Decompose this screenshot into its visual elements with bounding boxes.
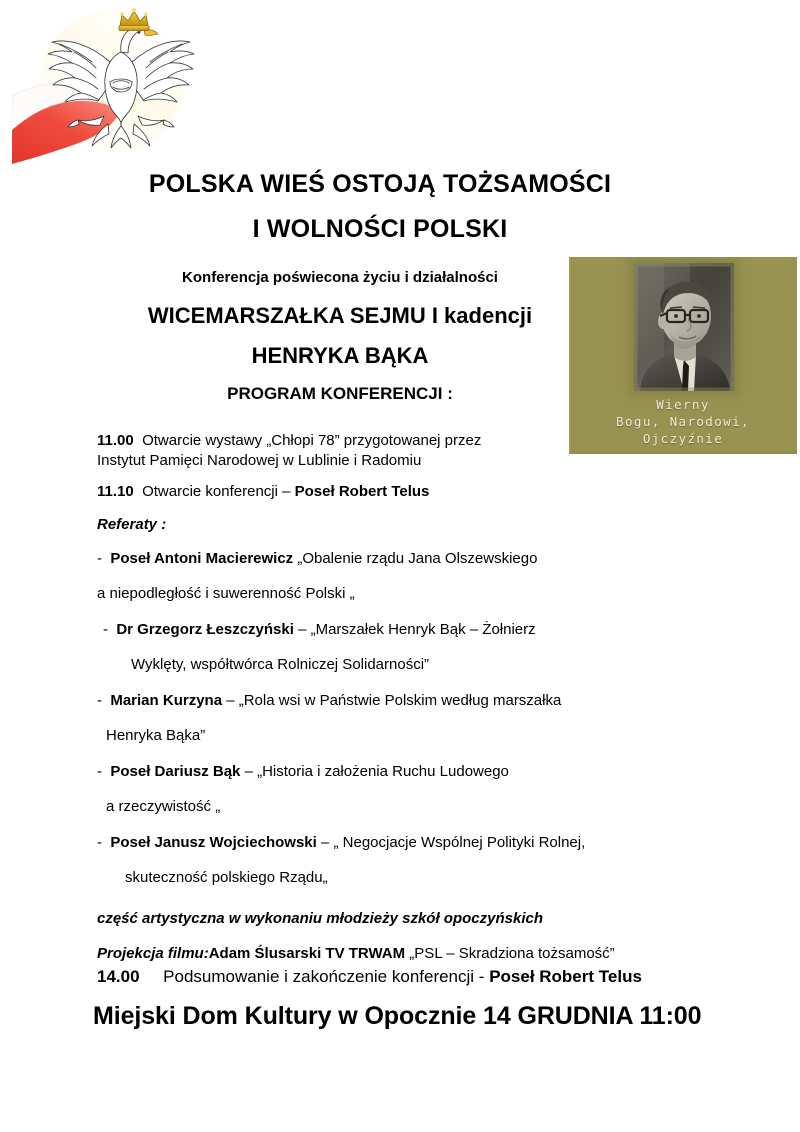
talk-4-speaker: Poseł Dariusz Bąk xyxy=(110,762,241,780)
talk-item xyxy=(97,691,737,746)
entry-1110-speaker: Poseł Robert Telus xyxy=(294,483,430,500)
program-entry-1400 xyxy=(97,966,737,988)
title-line-2: I WOLNOŚCI POLSKI xyxy=(252,215,508,243)
program-entry-1100 xyxy=(97,431,737,470)
conference-note: Konferencja poświecona życiu i działalności xyxy=(182,269,498,286)
talk-3-speaker: Marian Kurzyna xyxy=(110,691,223,709)
program-header: PROGRAM KONFERENCJI : xyxy=(227,383,453,403)
talk-2-bullet: - xyxy=(103,620,108,638)
talk-2-title-line-1: – „Marszałek Henryk Bąk – Żołnierz xyxy=(293,620,536,638)
talk-5-title-line-2: skuteczność polskiego Rządu„ xyxy=(125,869,328,886)
program-body xyxy=(97,431,737,988)
film-screening xyxy=(97,944,737,964)
entry-1100-text-line-1: Otwarcie wystawy „Chłopi 78” przygotowanej przez xyxy=(142,432,482,449)
talk-4-bullet: - xyxy=(97,762,102,780)
photo-caption-line-2: Bogu, Narodowi, xyxy=(616,413,750,429)
talk-1-title-line-2: a niepodległość i suwerenność Polski „ xyxy=(97,585,355,602)
commemorative-photo-card xyxy=(569,257,797,454)
talk-3-title-line-1: – „Rola wsi w Państwie Polskim według marszałka xyxy=(222,691,562,709)
program-entry-1110 xyxy=(97,482,737,502)
office-title: WICEMARSZAŁKA SEJMU I kadencji xyxy=(147,302,533,328)
talk-item xyxy=(97,549,737,604)
talk-3-bullet: - xyxy=(97,691,102,709)
talk-1-speaker: Poseł Antoni Macierewicz xyxy=(110,549,294,567)
talk-4-title-line-2: a rzeczywistość „ xyxy=(106,798,221,815)
talk-2-title-line-2: Wyklęty, współtwórca Rolniczej Solidarności” xyxy=(131,656,430,673)
page-title xyxy=(0,172,760,242)
talk-item xyxy=(97,620,737,675)
entry-1400-speaker: Poseł Robert Telus xyxy=(489,967,642,986)
entry-1110-text: Otwarcie konferencji – xyxy=(142,483,295,500)
photo-caption-line-3: Ojczyźnie xyxy=(642,430,724,446)
talk-1-title-line-1: „Obalenie rządu Jana Olszewskiego xyxy=(293,549,538,567)
honoree-name: HENRYKA BĄKA xyxy=(251,342,429,368)
portrait-photo xyxy=(634,263,734,391)
talk-5-speaker: Poseł Janusz Wojciechowski xyxy=(110,833,317,851)
photo-caption-line-1: Wierny xyxy=(656,397,710,412)
talk-item xyxy=(97,762,737,817)
venue-and-datetime: Miejski Dom Kultury w Opocznie 14 GRUDNIA 11:00 xyxy=(93,1002,702,1030)
film-label: Projekcja filmu: xyxy=(97,944,209,962)
talk-1-bullet: - xyxy=(97,549,102,567)
talk-2-speaker: Dr Grzegorz Łeszczyński xyxy=(116,620,294,638)
entry-1100-text-line-2: Instytut Pamięci Narodowej w Lublinie i Radomiu xyxy=(97,451,422,469)
spacer xyxy=(97,470,737,482)
talk-item xyxy=(97,833,737,888)
entry-1400-text: Podsumowanie i zakończenie konferencji - xyxy=(163,967,490,986)
talk-5-title-line-1: – „ Negocjacje Wspólnej Polityki Rolnej, xyxy=(316,833,586,851)
film-title: „PSL – Skradziona tożsamość” xyxy=(405,944,615,962)
entry-1100-time: 11.00 xyxy=(97,432,134,449)
talk-3-title-line-2: Henryka Bąka” xyxy=(106,727,206,744)
polish-eagle-emblem xyxy=(12,4,197,169)
talk-5-bullet: - xyxy=(97,833,102,851)
artistic-part: część artystyczna w wykonaniu młodzieży szkół opoczyńskich xyxy=(97,909,543,927)
referaty-header: Referaty : xyxy=(97,515,167,533)
film-author: Adam Ślusarski TV TRWAM xyxy=(208,944,406,962)
entry-1400-time: 14.00 xyxy=(97,967,140,986)
talk-4-title-line-1: – „Historia i założenia Ruchu Ludowego xyxy=(240,762,509,780)
entry-1110-time: 11.10 xyxy=(97,483,134,500)
title-line-1: POLSKA WIEŚ OSTOJĄ TOŻSAMOŚCI xyxy=(148,170,612,198)
